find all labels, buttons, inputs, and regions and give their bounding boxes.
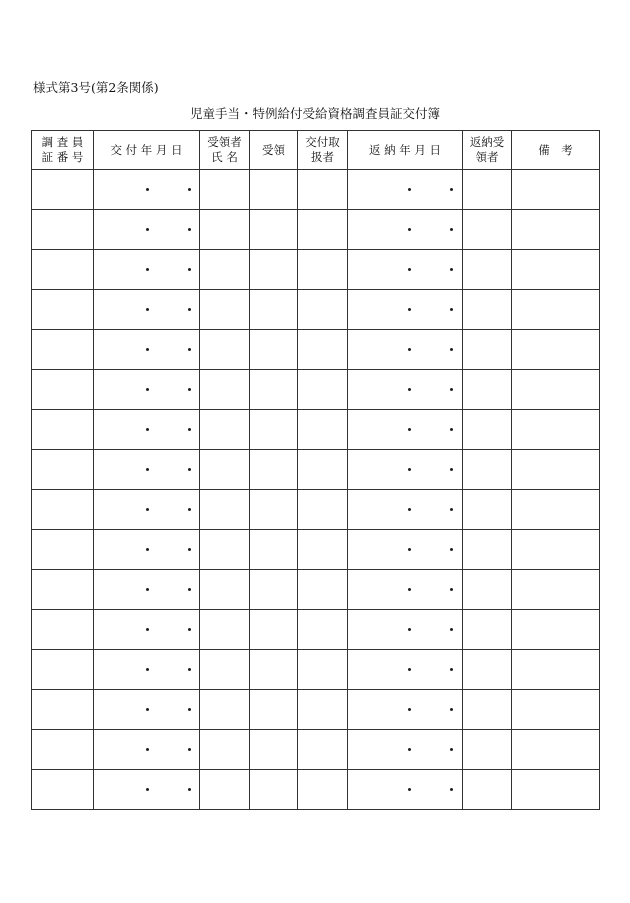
date-separator-dot [188,708,191,711]
date-separator-dot [188,508,191,511]
header-issue-date [94,131,200,170]
cell-return-receiver[interactable] [463,210,512,250]
table-row [32,610,600,650]
table-row [32,410,600,450]
cell-recipient-name[interactable] [200,170,250,210]
cell-issuer[interactable] [298,690,348,730]
cell-remarks[interactable] [512,770,600,810]
header-text: 交付取 [305,135,340,149]
cell-cert-no[interactable] [32,330,94,370]
cell-return-date[interactable] [348,610,463,650]
date-separator-dot [146,348,149,351]
date-separator-dot [408,468,411,471]
cell-cert-no[interactable] [32,410,94,450]
cell-return-date[interactable] [348,290,463,330]
cell-receipt[interactable] [250,770,298,810]
cell-issue-date[interactable] [94,450,200,490]
date-separator-dot [408,548,411,551]
table-row [32,490,600,530]
cell-recipient-name[interactable] [200,530,250,570]
table-row [32,370,600,410]
header-remarks [512,131,600,170]
cell-return-receiver[interactable] [463,450,512,490]
table-row [32,570,600,610]
cell-issuer[interactable] [298,330,348,370]
cell-remarks[interactable] [512,530,600,570]
cell-issue-date[interactable] [94,650,200,690]
date-separator-dot [408,188,411,191]
date-separator-dot [188,788,191,791]
date-separator-dot [188,188,191,191]
cell-return-date[interactable] [348,770,463,810]
cell-remarks[interactable] [512,570,600,610]
cell-remarks[interactable] [512,450,600,490]
date-separator-dot [146,388,149,391]
cell-issue-date[interactable] [94,730,200,770]
cell-recipient-name[interactable] [200,730,250,770]
cell-return-date[interactable] [348,570,463,610]
cell-return-date[interactable] [348,450,463,490]
cell-cert-no[interactable] [32,450,94,490]
cell-cert-no[interactable] [32,730,94,770]
cell-cert-no[interactable] [32,770,94,810]
cell-issuer[interactable] [298,370,348,410]
cell-issuer[interactable] [298,250,348,290]
cell-cert-no[interactable] [32,610,94,650]
cell-recipient-name[interactable] [200,690,250,730]
cell-return-date[interactable] [348,490,463,530]
cell-issue-date[interactable] [94,330,200,370]
cell-recipient-name[interactable] [200,450,250,490]
date-separator-dot [450,348,453,351]
cell-issuer[interactable] [298,490,348,530]
cell-recipient-name[interactable] [200,490,250,530]
cell-return-receiver[interactable] [463,650,512,690]
cell-issue-date[interactable] [94,170,200,210]
cell-return-receiver[interactable] [463,170,512,210]
date-separator-dot [450,628,453,631]
header-recipient-name [200,131,250,170]
cell-issue-date[interactable] [94,690,200,730]
cell-issuer[interactable] [298,570,348,610]
cell-cert-no[interactable] [32,370,94,410]
cell-return-date[interactable] [348,250,463,290]
header-text: 受領 [262,142,285,157]
table-row [32,250,600,290]
cell-issuer[interactable] [298,450,348,490]
date-separator-dot [146,508,149,511]
date-separator-dot [450,748,453,751]
cell-return-receiver[interactable] [463,530,512,570]
document-title: 児童手当・特例給付受給資格調査員証交付簿 [189,106,440,121]
cell-remarks[interactable] [512,650,600,690]
date-separator-dot [146,468,149,471]
date-separator-dot [188,468,191,471]
cell-cert-no[interactable] [32,490,94,530]
date-separator-dot [188,628,191,631]
table-row [32,650,600,690]
cell-receipt[interactable] [250,610,298,650]
cell-receipt[interactable] [250,290,298,330]
cell-return-date[interactable] [348,210,463,250]
cell-remarks[interactable] [512,690,600,730]
header-text: 受領者 [207,135,242,149]
header-text: 備 考 [538,142,573,157]
date-separator-dot [450,388,453,391]
date-separator-dot [450,308,453,311]
cell-issue-date[interactable] [94,410,200,450]
cell-recipient-name[interactable] [200,210,250,250]
date-separator-dot [450,668,453,671]
date-separator-dot [408,508,411,511]
cell-issuer[interactable] [298,770,348,810]
cell-return-date[interactable] [348,690,463,730]
cell-remarks[interactable] [512,290,600,330]
cell-receipt[interactable] [250,570,298,610]
header-text: 返 納 年 月 日 [368,142,442,157]
cell-issuer[interactable] [298,170,348,210]
cell-receipt[interactable] [250,330,298,370]
date-separator-dot [188,668,191,671]
date-separator-dot [450,548,453,551]
date-separator-dot [408,348,411,351]
cell-issue-date[interactable] [94,530,200,570]
cell-receipt[interactable] [250,210,298,250]
date-separator-dot [450,228,453,231]
date-separator-dot [146,268,149,271]
cell-issuer[interactable] [298,290,348,330]
date-separator-dot [146,188,149,191]
cell-issuer[interactable] [298,650,348,690]
cell-issuer[interactable] [298,530,348,570]
cell-cert-no[interactable] [32,290,94,330]
cell-return-receiver[interactable] [463,570,512,610]
date-separator-dot [188,268,191,271]
cell-cert-no[interactable] [32,210,94,250]
cell-issue-date[interactable] [94,610,200,650]
table-row [32,290,600,330]
cell-remarks[interactable] [512,730,600,770]
cell-recipient-name[interactable] [200,290,250,330]
date-separator-dot [408,708,411,711]
cell-return-receiver[interactable] [463,290,512,330]
header-return-receiver [463,131,512,170]
date-separator-dot [408,428,411,431]
date-separator-dot [188,548,191,551]
cell-return-receiver[interactable] [463,610,512,650]
cell-cert-no[interactable] [32,690,94,730]
cell-return-receiver[interactable] [463,330,512,370]
date-separator-dot [146,668,149,671]
cell-recipient-name[interactable] [200,370,250,410]
cell-receipt[interactable] [250,730,298,770]
header-text: 返納受 [469,135,505,149]
cell-recipient-name[interactable] [200,410,250,450]
cell-issue-date[interactable] [94,290,200,330]
date-separator-dot [450,588,453,591]
date-separator-dot [146,788,149,791]
date-separator-dot [146,748,149,751]
table-row [32,530,600,570]
date-separator-dot [408,228,411,231]
cell-issuer[interactable] [298,410,348,450]
cell-return-receiver[interactable] [463,410,512,450]
cell-remarks[interactable] [512,610,600,650]
cell-receipt[interactable] [250,450,298,490]
cell-remarks[interactable] [512,490,600,530]
cell-recipient-name[interactable] [200,570,250,610]
header-text: 扱者 [311,150,334,164]
table-row [32,730,600,770]
cell-receipt[interactable] [250,170,298,210]
date-separator-dot [408,748,411,751]
cell-recipient-name[interactable] [200,650,250,690]
cell-return-date[interactable] [348,730,463,770]
cell-cert-no[interactable] [32,250,94,290]
cell-issuer[interactable] [298,210,348,250]
date-separator-dot [450,468,453,471]
cell-remarks[interactable] [512,330,600,370]
date-separator-dot [408,628,411,631]
cell-receipt[interactable] [250,490,298,530]
date-separator-dot [450,188,453,191]
table-row [32,170,600,210]
cell-return-date[interactable] [348,370,463,410]
header-text: 調 査 員 [41,135,84,149]
cell-return-receiver[interactable] [463,690,512,730]
cell-recipient-name[interactable] [200,250,250,290]
date-separator-dot [146,228,149,231]
cell-return-receiver[interactable] [463,490,512,530]
cell-cert-no[interactable] [32,530,94,570]
date-separator-dot [408,268,411,271]
cell-return-receiver[interactable] [463,370,512,410]
header-return-date [348,131,463,170]
cell-remarks[interactable] [512,210,600,250]
cell-issue-date[interactable] [94,570,200,610]
cell-cert-no[interactable] [32,570,94,610]
table-row [32,450,600,490]
table-row [32,210,600,250]
cell-issue-date[interactable] [94,770,200,810]
date-separator-dot [146,548,149,551]
header-text: 氏 名 [211,150,238,164]
cell-issue-date[interactable] [94,250,200,290]
cell-issuer[interactable] [298,610,348,650]
date-separator-dot [188,748,191,751]
date-separator-dot [188,308,191,311]
date-separator-dot [450,428,453,431]
header-issuer [298,131,348,170]
header-text: 証 番 号 [41,150,84,164]
date-separator-dot [450,508,453,511]
table-row [32,330,600,370]
table-row [32,770,600,810]
cell-cert-no[interactable] [32,170,94,210]
cell-return-receiver[interactable] [463,250,512,290]
date-separator-dot [408,308,411,311]
cell-return-date[interactable] [348,330,463,370]
date-separator-dot [188,228,191,231]
cell-receipt[interactable] [250,410,298,450]
cell-return-date[interactable] [348,410,463,450]
date-separator-dot [408,588,411,591]
cell-issue-date[interactable] [94,370,200,410]
cell-recipient-name[interactable] [200,330,250,370]
cell-receipt[interactable] [250,530,298,570]
header-row [32,131,600,170]
date-separator-dot [188,428,191,431]
table-row [32,690,600,730]
form-number: 様式第3号(第2条関係) [33,80,159,95]
cell-return-date[interactable] [348,170,463,210]
cell-receipt[interactable] [250,370,298,410]
ledger-table [31,130,600,810]
cell-remarks[interactable] [512,170,600,210]
cell-receipt[interactable] [250,690,298,730]
date-separator-dot [408,668,411,671]
date-separator-dot [450,788,453,791]
cell-recipient-name[interactable] [200,770,250,810]
cell-remarks[interactable] [512,370,600,410]
header-text: 領者 [475,150,499,164]
date-separator-dot [408,788,411,791]
cell-recipient-name[interactable] [200,610,250,650]
date-separator-dot [146,708,149,711]
header-text: 交 付 年 月 日 [110,142,183,157]
cell-return-receiver[interactable] [463,770,512,810]
date-separator-dot [146,308,149,311]
cell-cert-no[interactable] [32,650,94,690]
cell-issuer[interactable] [298,730,348,770]
date-separator-dot [450,268,453,271]
date-separator-dot [188,588,191,591]
cell-return-receiver[interactable] [463,730,512,770]
cell-receipt[interactable] [250,250,298,290]
header-cert-no [32,131,94,170]
date-separator-dot [146,588,149,591]
ledger-body [32,170,600,810]
cell-receipt[interactable] [250,650,298,690]
cell-remarks[interactable] [512,410,600,450]
date-separator-dot [450,708,453,711]
date-separator-dot [188,348,191,351]
date-separator-dot [146,628,149,631]
cell-return-date[interactable] [348,650,463,690]
cell-issue-date[interactable] [94,490,200,530]
date-separator-dot [188,388,191,391]
cell-issue-date[interactable] [94,210,200,250]
cell-return-date[interactable] [348,530,463,570]
date-separator-dot [146,428,149,431]
header-receipt [250,131,298,170]
cell-remarks[interactable] [512,250,600,290]
date-separator-dot [408,388,411,391]
